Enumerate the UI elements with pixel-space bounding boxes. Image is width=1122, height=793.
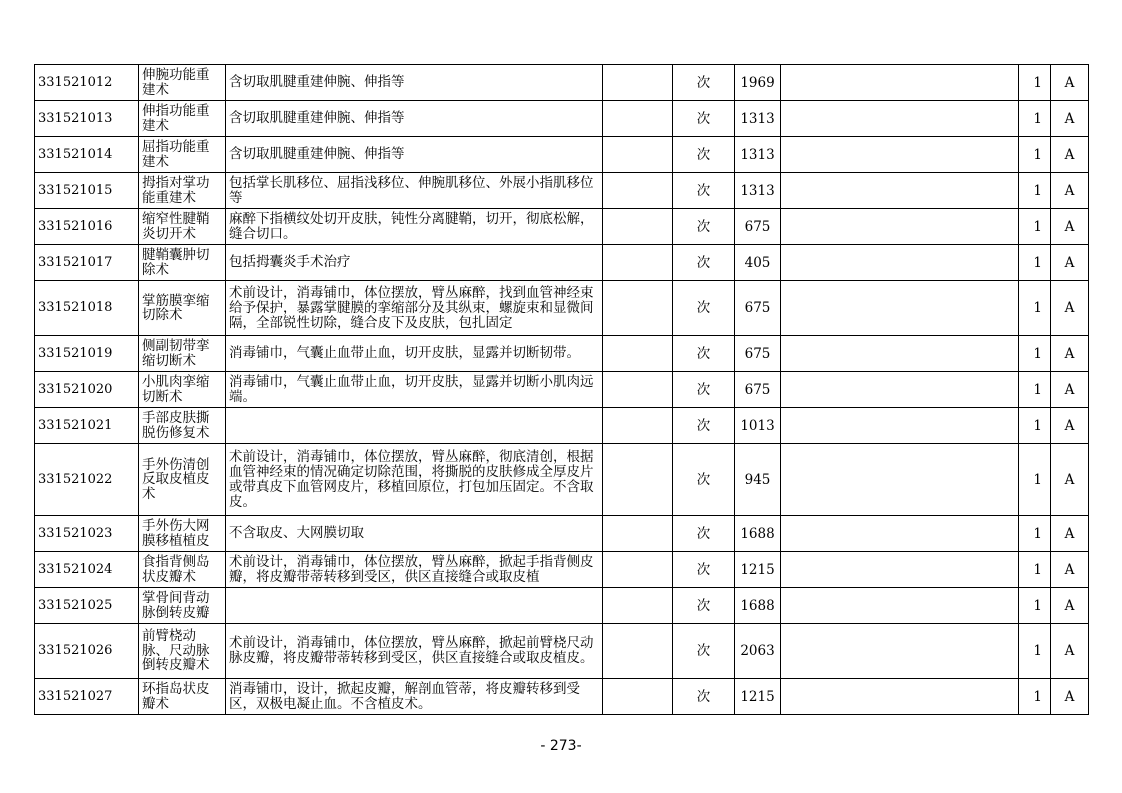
row-unit-cell: 次	[673, 101, 735, 137]
row-price-cell: 1313	[735, 101, 781, 137]
table-row	[35, 245, 1089, 281]
row-name-cell: 前臂桡动脉、尺动脉倒转皮瓣术	[139, 624, 226, 679]
row-note-cell	[603, 137, 673, 173]
row-quantity-cell: 1	[1019, 65, 1051, 101]
row-code-cell: 331521013	[35, 101, 139, 137]
row-unit-cell: 次	[673, 444, 735, 516]
table-row	[35, 281, 1089, 336]
row-remark-cell	[781, 552, 1019, 588]
row-remark-cell	[781, 209, 1019, 245]
row-note-cell	[603, 281, 673, 336]
row-name-cell: 伸腕功能重建术	[139, 65, 226, 101]
row-quantity-cell: 1	[1019, 281, 1051, 336]
table-row	[35, 408, 1089, 444]
row-quantity-cell: 1	[1019, 209, 1051, 245]
row-grade-cell: A	[1051, 444, 1089, 516]
row-grade-cell: A	[1051, 281, 1089, 336]
row-code-cell: 331521016	[35, 209, 139, 245]
table-body	[35, 65, 1089, 715]
row-note-cell	[603, 624, 673, 679]
row-grade-cell: A	[1051, 372, 1089, 408]
row-quantity-cell: 1	[1019, 679, 1051, 715]
row-code-cell: 331521018	[35, 281, 139, 336]
row-unit-cell: 次	[673, 552, 735, 588]
table-row	[35, 336, 1089, 372]
row-grade-cell: A	[1051, 552, 1089, 588]
row-unit-cell: 次	[673, 336, 735, 372]
row-remark-cell	[781, 336, 1019, 372]
row-remark-cell	[781, 516, 1019, 552]
row-description-cell: 术前设计，消毒铺巾，体位摆放，臂丛麻醉，彻底清创，根据血管神经束的情况确定切除范围，将撕脱的皮肤修成全厚皮片或带真皮下血管网皮片，移植回原位，打包加压固定。不含取皮。	[226, 444, 603, 516]
row-remark-cell	[781, 679, 1019, 715]
row-description-cell: 包括拇囊炎手术治疗	[226, 245, 603, 281]
row-remark-cell	[781, 281, 1019, 336]
row-unit-cell: 次	[673, 137, 735, 173]
table-row	[35, 372, 1089, 408]
row-note-cell	[603, 444, 673, 516]
row-grade-cell: A	[1051, 588, 1089, 624]
row-grade-cell: A	[1051, 209, 1089, 245]
row-price-cell: 675	[735, 336, 781, 372]
row-grade-cell: A	[1051, 245, 1089, 281]
row-description-cell: 术前设计，消毒铺巾，体位摆放，臂丛麻醉，找到血管神经束给予保护，暴露掌腱膜的挛缩部分及其纵束，螺旋束和显微间隔，全部锐性切除，缝合皮下及皮肤，包扎固定	[226, 281, 603, 336]
row-description-cell: 含切取肌腱重建伸腕、伸指等	[226, 137, 603, 173]
row-quantity-cell: 1	[1019, 173, 1051, 209]
row-grade-cell: A	[1051, 679, 1089, 715]
row-unit-cell: 次	[673, 516, 735, 552]
table-row	[35, 65, 1089, 101]
table-row	[35, 588, 1089, 624]
row-description-cell: 消毒铺巾，气囊止血带止血，切开皮肤，显露并切断韧带。	[226, 336, 603, 372]
row-code-cell: 331521019	[35, 336, 139, 372]
table-row	[35, 101, 1089, 137]
row-name-cell: 手部皮肤撕脱伤修复术	[139, 408, 226, 444]
row-code-cell: 331521014	[35, 137, 139, 173]
row-note-cell	[603, 336, 673, 372]
row-description-cell: 不含取皮、大网膜切取	[226, 516, 603, 552]
row-note-cell	[603, 65, 673, 101]
row-remark-cell	[781, 173, 1019, 209]
row-quantity-cell: 1	[1019, 624, 1051, 679]
row-grade-cell: A	[1051, 336, 1089, 372]
row-grade-cell: A	[1051, 408, 1089, 444]
row-quantity-cell: 1	[1019, 516, 1051, 552]
row-description-cell: 消毒铺巾，气囊止血带止血，切开皮肤，显露并切断小肌肉远端。	[226, 372, 603, 408]
row-name-cell: 环指岛状皮瓣术	[139, 679, 226, 715]
row-price-cell: 1688	[735, 516, 781, 552]
row-name-cell: 掌骨间背动脉倒转皮瓣	[139, 588, 226, 624]
row-quantity-cell: 1	[1019, 408, 1051, 444]
row-name-cell: 侧副韧带挛缩切断术	[139, 336, 226, 372]
row-note-cell	[603, 101, 673, 137]
row-unit-cell: 次	[673, 245, 735, 281]
row-description-cell: 消毒铺巾，设计，掀起皮瓣，解剖血管蒂，将皮瓣转移到受区，双极电凝止血。不含植皮术。	[226, 679, 603, 715]
row-price-cell: 675	[735, 372, 781, 408]
row-description-cell: 含切取肌腱重建伸腕、伸指等	[226, 65, 603, 101]
row-code-cell: 331521024	[35, 552, 139, 588]
row-note-cell	[603, 516, 673, 552]
row-unit-cell: 次	[673, 588, 735, 624]
row-quantity-cell: 1	[1019, 444, 1051, 516]
row-name-cell: 伸指功能重建术	[139, 101, 226, 137]
row-quantity-cell: 1	[1019, 245, 1051, 281]
row-code-cell: 331521022	[35, 444, 139, 516]
row-code-cell: 331521015	[35, 173, 139, 209]
row-name-cell: 屈指功能重建术	[139, 137, 226, 173]
row-price-cell: 1969	[735, 65, 781, 101]
row-grade-cell: A	[1051, 624, 1089, 679]
row-quantity-cell: 1	[1019, 552, 1051, 588]
row-unit-cell: 次	[673, 173, 735, 209]
row-remark-cell	[781, 245, 1019, 281]
row-price-cell: 1215	[735, 679, 781, 715]
table-row	[35, 173, 1089, 209]
row-note-cell	[603, 408, 673, 444]
row-note-cell	[603, 372, 673, 408]
row-description-cell: 包括掌长肌移位、屈指浅移位、伸腕肌移位、外展小指肌移位等	[226, 173, 603, 209]
row-quantity-cell: 1	[1019, 588, 1051, 624]
row-description-cell: 术前设计，消毒铺巾，体位摆放，臂丛麻醉，掀起手指背侧皮瓣，将皮瓣带蒂转移到受区，供区直接缝合或取皮植	[226, 552, 603, 588]
row-remark-cell	[781, 408, 1019, 444]
row-price-cell: 675	[735, 281, 781, 336]
row-quantity-cell: 1	[1019, 137, 1051, 173]
row-note-cell	[603, 679, 673, 715]
row-description-cell: 麻醉下指横纹处切开皮肤，钝性分离腱鞘，切开，彻底松解，缝合切口。	[226, 209, 603, 245]
row-price-cell: 1313	[735, 173, 781, 209]
table-row	[35, 516, 1089, 552]
row-name-cell: 手外伤清创反取皮植皮术	[139, 444, 226, 516]
table-row	[35, 552, 1089, 588]
row-quantity-cell: 1	[1019, 372, 1051, 408]
row-code-cell: 331521012	[35, 65, 139, 101]
row-description-cell: 含切取肌腱重建伸腕、伸指等	[226, 101, 603, 137]
table-row	[35, 209, 1089, 245]
row-price-cell: 1313	[735, 137, 781, 173]
page-number: - 273-	[540, 738, 582, 754]
row-description-cell	[226, 408, 603, 444]
row-code-cell: 331521026	[35, 624, 139, 679]
row-unit-cell: 次	[673, 679, 735, 715]
table-row	[35, 137, 1089, 173]
row-price-cell: 1013	[735, 408, 781, 444]
row-price-cell: 405	[735, 245, 781, 281]
row-price-cell: 1688	[735, 588, 781, 624]
row-code-cell: 331521017	[35, 245, 139, 281]
row-code-cell: 331521025	[35, 588, 139, 624]
row-unit-cell: 次	[673, 624, 735, 679]
row-note-cell	[603, 173, 673, 209]
row-remark-cell	[781, 372, 1019, 408]
row-quantity-cell: 1	[1019, 336, 1051, 372]
row-name-cell: 掌筋膜挛缩切除术	[139, 281, 226, 336]
row-grade-cell: A	[1051, 101, 1089, 137]
row-price-cell: 1215	[735, 552, 781, 588]
fee-schedule-table	[34, 64, 1089, 715]
row-name-cell: 手外伤大网膜移植植皮	[139, 516, 226, 552]
table-row	[35, 624, 1089, 679]
row-remark-cell	[781, 65, 1019, 101]
row-grade-cell: A	[1051, 137, 1089, 173]
row-name-cell: 小肌肉挛缩切断术	[139, 372, 226, 408]
row-name-cell: 食指背侧岛状皮瓣术	[139, 552, 226, 588]
row-grade-cell: A	[1051, 65, 1089, 101]
row-note-cell	[603, 552, 673, 588]
row-note-cell	[603, 588, 673, 624]
row-remark-cell	[781, 588, 1019, 624]
row-name-cell: 拇指对掌功能重建术	[139, 173, 226, 209]
row-name-cell: 腱鞘囊肿切除术	[139, 245, 226, 281]
row-name-cell: 缩窄性腱鞘炎切开术	[139, 209, 226, 245]
row-unit-cell: 次	[673, 281, 735, 336]
row-unit-cell: 次	[673, 209, 735, 245]
row-unit-cell: 次	[673, 372, 735, 408]
row-unit-cell: 次	[673, 408, 735, 444]
row-note-cell	[603, 209, 673, 245]
row-remark-cell	[781, 444, 1019, 516]
row-price-cell: 675	[735, 209, 781, 245]
row-price-cell: 945	[735, 444, 781, 516]
table-row	[35, 679, 1089, 715]
row-description-cell: 术前设计，消毒铺巾，体位摆放，臂丛麻醉，掀起前臂桡尺动脉皮瓣，将皮瓣带蒂转移到受区，供区直接缝合或取皮植皮。	[226, 624, 603, 679]
row-remark-cell	[781, 137, 1019, 173]
row-remark-cell	[781, 101, 1019, 137]
row-unit-cell: 次	[673, 65, 735, 101]
row-code-cell: 331521027	[35, 679, 139, 715]
row-description-cell	[226, 588, 603, 624]
row-price-cell: 2063	[735, 624, 781, 679]
row-note-cell	[603, 245, 673, 281]
table-row	[35, 444, 1089, 516]
row-code-cell: 331521021	[35, 408, 139, 444]
row-quantity-cell: 1	[1019, 101, 1051, 137]
row-remark-cell	[781, 624, 1019, 679]
row-grade-cell: A	[1051, 173, 1089, 209]
row-code-cell: 331521023	[35, 516, 139, 552]
row-grade-cell: A	[1051, 516, 1089, 552]
row-code-cell: 331521020	[35, 372, 139, 408]
